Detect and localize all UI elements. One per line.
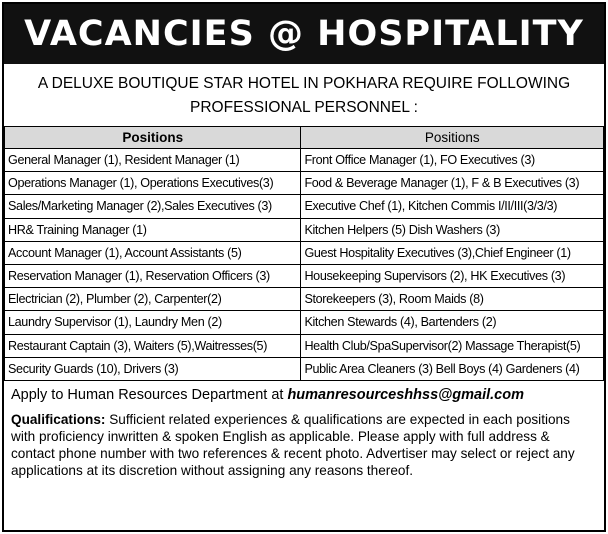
intro-line-1: A DELUXE BOUTIQUE STAR HOTEL IN POKHARA REQUIRE FOLLOWING bbox=[37, 75, 571, 92]
table-cell-right: Storekeepers (3), Room Maids (8) bbox=[301, 288, 604, 311]
intro-line-2: PROFESSIONAL PERSONNEL : bbox=[190, 99, 418, 116]
table-cell-right: Executive Chef (1), Kitchen Commis I/II/III(3/3/3) bbox=[301, 195, 604, 218]
table-row bbox=[5, 311, 604, 334]
apply-email: humanresourceshhss@gmail.com bbox=[287, 386, 524, 403]
table-cell-right: Guest Hospitality Executives (3),Chief Engineer (1) bbox=[301, 241, 604, 264]
positions-table bbox=[4, 126, 604, 381]
table-row bbox=[5, 357, 604, 380]
table-row bbox=[5, 149, 604, 172]
column-header-positions-left: Positions bbox=[5, 127, 301, 149]
qualifications-text: Sufficient related experiences & qualifications are expected in each positions with proficiency inwritten & spoken English as applicable. Please apply with full address & contact phone number with two references & recent photo. Advertiser may select or reject any applications at its discretion without assigning any reasons thereof. bbox=[11, 411, 575, 479]
table-cell-left: Security Guards (10), Drivers (3) bbox=[5, 357, 301, 380]
qualifications-label: Qualifications: bbox=[11, 411, 106, 427]
table-cell-right: Front Office Manager (1), FO Executives (3) bbox=[301, 149, 604, 172]
table-cell-left: Electrician (2), Plumber (2), Carpenter(2) bbox=[5, 288, 301, 311]
table-cell-left: Restaurant Captain (3), Waiters (5),Waitresses(5) bbox=[5, 334, 301, 357]
table-cell-left: Account Manager (1), Account Assistants (5) bbox=[5, 241, 301, 264]
table-cell-right: Food & Beverage Manager (1), F & B Executives (3) bbox=[301, 172, 604, 195]
banner-title: VACANCIES @ HOSPITALITY bbox=[4, 4, 604, 64]
table-cell-left: Reservation Manager (1), Reservation Officers (3) bbox=[5, 264, 301, 287]
table-cell-left: General Manager (1), Resident Manager (1) bbox=[5, 149, 301, 172]
table-cell-left: Sales/Marketing Manager (2),Sales Executives (3) bbox=[5, 195, 301, 218]
intro-text bbox=[4, 64, 604, 126]
job-advertisement bbox=[2, 2, 606, 532]
qualifications-paragraph bbox=[4, 407, 604, 480]
table-cell-left: Operations Manager (1), Operations Executives(3) bbox=[5, 172, 301, 195]
column-header-positions-right: Positions bbox=[301, 127, 604, 149]
table-row bbox=[5, 218, 604, 241]
table-row bbox=[5, 241, 604, 264]
table-row bbox=[5, 334, 604, 357]
apply-text: Apply to Human Resources Department at bbox=[11, 386, 288, 403]
table-row bbox=[5, 195, 604, 218]
table-cell-right: Public Area Cleaners (3) Bell Boys (4) Gardeners (4) bbox=[301, 357, 604, 380]
table-cell-left: HR& Training Manager (1) bbox=[5, 218, 301, 241]
table-cell-left: Laundry Supervisor (1), Laundry Men (2) bbox=[5, 311, 301, 334]
table-row bbox=[5, 288, 604, 311]
table-cell-right: Housekeeping Supervisors (2), HK Executives (3) bbox=[301, 264, 604, 287]
table-cell-right: Kitchen Stewards (4), Bartenders (2) bbox=[301, 311, 604, 334]
apply-line bbox=[4, 381, 604, 407]
table-cell-right: Health Club/SpaSupervisor(2) Massage Therapist(5) bbox=[301, 334, 604, 357]
table-row bbox=[5, 172, 604, 195]
table-row bbox=[5, 264, 604, 287]
table-header-row bbox=[5, 127, 604, 149]
table-cell-right: Kitchen Helpers (5) Dish Washers (3) bbox=[301, 218, 604, 241]
